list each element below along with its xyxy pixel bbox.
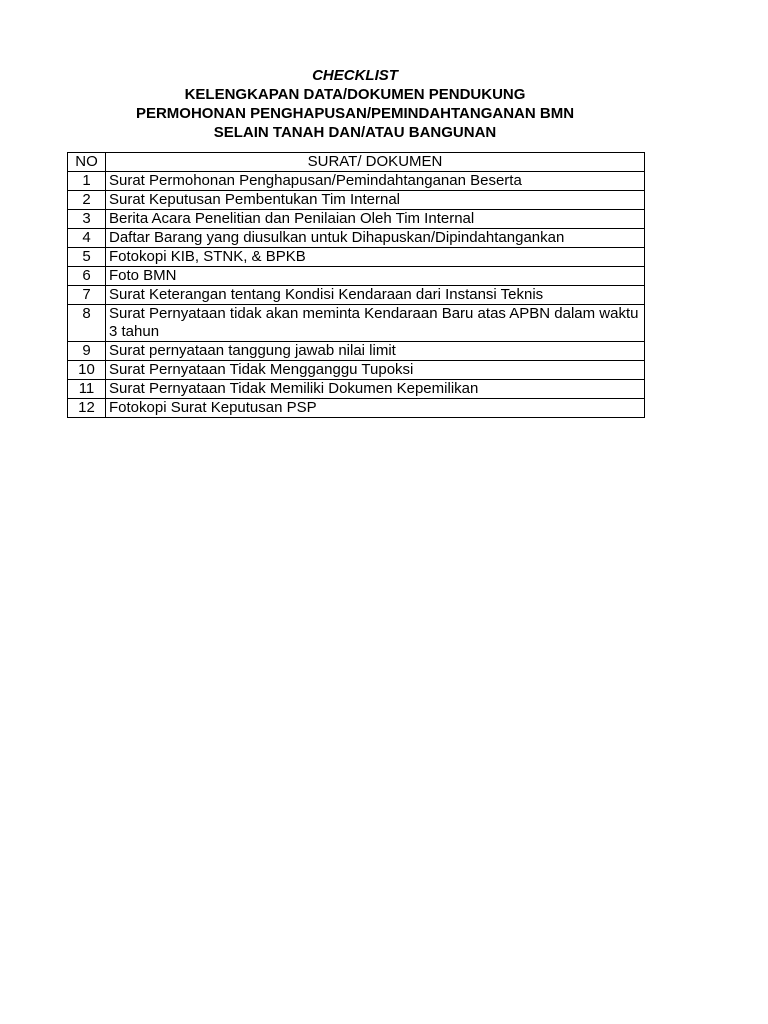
row-document: Surat Keputusan Pembentukan Tim Internal <box>106 191 645 210</box>
table-row <box>68 248 645 267</box>
table-header-row <box>68 153 645 172</box>
table-row <box>68 380 645 399</box>
table-row <box>68 399 645 418</box>
header-subtitle-2: PERMOHONAN PENGHAPUSAN/PEMINDAHTANGANAN BMN <box>135 105 575 122</box>
row-document: Surat Keterangan tentang Kondisi Kendaraan dari Instansi Teknis <box>106 286 645 305</box>
table-row <box>68 229 645 248</box>
header-subtitle-1: KELENGKAPAN DATA/DOKUMEN PENDUKUNG <box>184 86 526 103</box>
document-header <box>0 66 710 142</box>
row-number: 1 <box>68 172 106 191</box>
row-document: Surat Permohonan Penghapusan/Pemindahtanganan Beserta <box>106 172 645 191</box>
row-number: 6 <box>68 267 106 286</box>
table-row <box>68 286 645 305</box>
column-header-document: SURAT/ DOKUMEN <box>106 153 645 172</box>
row-document: Daftar Barang yang diusulkan untuk Dihapuskan/Dipindahtangankan <box>106 229 645 248</box>
row-number: 4 <box>68 229 106 248</box>
row-document: Surat pernyataan tanggung jawab nilai limit <box>106 342 645 361</box>
table-row <box>68 267 645 286</box>
row-document: Foto BMN <box>106 267 645 286</box>
row-number: 3 <box>68 210 106 229</box>
row-number: 2 <box>68 191 106 210</box>
table-row <box>68 342 645 361</box>
row-document: Fotokopi KIB, STNK, & BPKB <box>106 248 645 267</box>
table-row <box>68 172 645 191</box>
header-title: CHECKLIST <box>312 67 398 84</box>
table-row <box>68 361 645 380</box>
row-document: Surat Pernyataan tidak akan meminta Kendaraan Baru atas APBN dalam waktu 3 tahun <box>106 305 645 342</box>
row-number: 5 <box>68 248 106 267</box>
row-document: Surat Pernyataan Tidak Memiliki Dokumen Kepemilikan <box>106 380 645 399</box>
row-number: 10 <box>68 361 106 380</box>
row-document: Berita Acara Penelitian dan Penilaian Oleh Tim Internal <box>106 210 645 229</box>
column-header-no: NO <box>68 153 106 172</box>
checklist-table <box>67 152 645 418</box>
table-row <box>68 305 645 342</box>
header-subtitle-3: SELAIN TANAH DAN/ATAU BANGUNAN <box>213 124 497 141</box>
row-number: 7 <box>68 286 106 305</box>
row-number: 9 <box>68 342 106 361</box>
table-row <box>68 191 645 210</box>
row-document: Fotokopi Surat Keputusan PSP <box>106 399 645 418</box>
row-document: Surat Pernyataan Tidak Mengganggu Tupoksi <box>106 361 645 380</box>
row-number: 12 <box>68 399 106 418</box>
row-number: 11 <box>68 380 106 399</box>
table-body <box>68 172 645 418</box>
table-row <box>68 210 645 229</box>
row-number: 8 <box>68 305 106 342</box>
